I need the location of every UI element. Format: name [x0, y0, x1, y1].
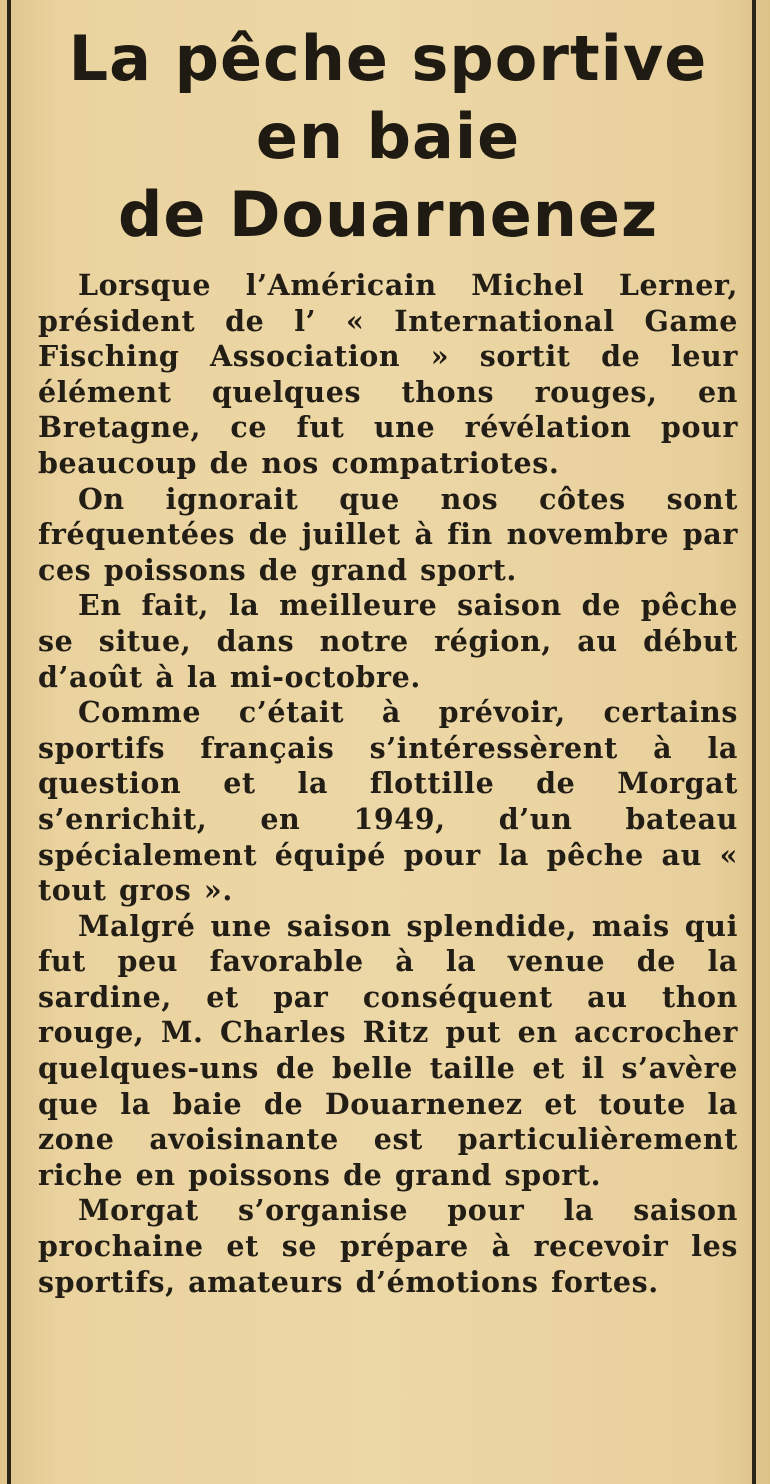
headline-line-1: La pêche sportive [68, 22, 708, 95]
paragraph: Morgat s’organise pour la saison prochaine et se prépare à recevoir les sportifs, amateurs d’émotions fortes. [38, 1193, 738, 1299]
column-rule-right [752, 0, 756, 1484]
article-body [38, 268, 738, 1300]
paragraph: Lorsque l’Américain Michel Lerner, président de l’ « International Game Fisching Association » sortit de leur élément quelques thons rouges, en Bretagne, ce fut une révélation pour beaucoup de nos compatriotes. [38, 268, 738, 480]
paragraph: Comme c’était à prévoir, certains sportifs français s’intéressèrent à la question et la flottille de Morgat s’enrichit, en 1949, d’un bateau spécialement équipé pour la pêche au « tout gros ». [38, 695, 738, 908]
paragraph: On ignorait que nos côtes sont fréquentées de juillet à fin novembre par ces poissons de grand sport. [38, 481, 738, 587]
headline [38, 20, 738, 254]
paragraph: En fait, la meilleure saison de pêche se situe, dans notre région, au début d’août à la mi-octobre. [38, 588, 738, 694]
article [38, 20, 738, 1300]
headline-line-2: en baie [255, 100, 521, 173]
column-rule-left [7, 0, 11, 1484]
headline-line-3: de Douarnenez [117, 178, 659, 251]
paragraph: Malgré une saison splendide, mais qui fut peu favorable à la venue de la sardine, et par conséquent au thon rouge, M. Charles Ritz put en accrocher quelques-uns de belle taille et il s’avère que la baie de Douarnenez et toute la zone avoisinante est particulièrement riche en poissons de grand sport. [38, 908, 738, 1192]
